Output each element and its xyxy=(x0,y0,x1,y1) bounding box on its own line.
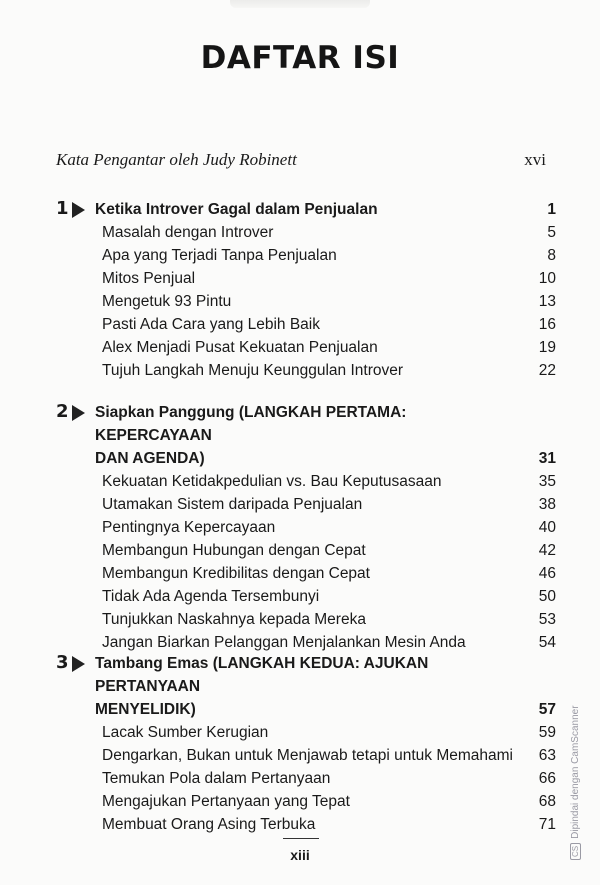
toc-entry xyxy=(102,585,556,608)
toc-entry xyxy=(102,813,556,836)
entry-page: 10 xyxy=(538,270,556,287)
toc-entry xyxy=(102,631,556,654)
entry-page: 35 xyxy=(538,473,556,490)
chapter-title xyxy=(95,198,516,221)
entry-page: 13 xyxy=(538,293,556,310)
toc-entry xyxy=(102,744,556,767)
footer-divider xyxy=(283,838,319,839)
chapter-page: 1 xyxy=(547,201,556,218)
chapter-title xyxy=(95,401,516,470)
entry-label: Mitos Penjual xyxy=(102,270,196,287)
entry-label: Alex Menjadi Pusat Kekuatan Penjualan xyxy=(102,339,378,356)
preface-page: xvi xyxy=(524,150,546,169)
chapter-heading xyxy=(56,652,556,721)
toc-entry xyxy=(102,539,556,562)
chapter-entries xyxy=(102,470,556,654)
previous-page-shadow xyxy=(230,0,370,8)
entry-page: 53 xyxy=(538,611,556,628)
entry-page: 19 xyxy=(538,339,556,356)
entry-label: Pasti Ada Cara yang Lebih Baik xyxy=(102,316,320,333)
chapter-3 xyxy=(56,652,556,836)
entry-page: 16 xyxy=(538,316,556,333)
toc-entry xyxy=(102,562,556,585)
toc-entry xyxy=(102,244,556,267)
entry-page: 38 xyxy=(538,496,556,513)
chapter-entries xyxy=(102,721,556,836)
toc-entry xyxy=(102,336,556,359)
entry-label: Membangun Hubungan dengan Cepat xyxy=(102,542,366,559)
entry-label: Apa yang Terjadi Tanpa Penjualan xyxy=(102,247,337,264)
toc-entry xyxy=(102,290,556,313)
entry-label: Mengetuk 93 Pintu xyxy=(102,293,232,310)
toc-entry xyxy=(102,221,556,244)
entry-page: 46 xyxy=(538,565,556,582)
entry-page: 71 xyxy=(538,816,556,833)
entry-label: Pentingnya Kepercayaan xyxy=(102,519,276,536)
entry-page: 68 xyxy=(538,793,556,810)
toc-entry xyxy=(102,767,556,790)
chapter-1 xyxy=(56,198,556,382)
toc-entry xyxy=(102,470,556,493)
chapter-title xyxy=(95,652,516,721)
chapter-page: 31 xyxy=(538,450,556,467)
entry-page: 22 xyxy=(538,362,556,379)
page-number: xiii xyxy=(290,847,310,863)
chapter-title-line: DAN AGENDA) xyxy=(95,450,205,467)
toc-entry xyxy=(102,516,556,539)
entry-label: Temukan Pola dalam Pertanyaan xyxy=(102,770,331,787)
entry-page: 66 xyxy=(538,770,556,787)
chapter-title-line: MENYELIDIK) xyxy=(95,701,196,718)
chapter-heading xyxy=(56,198,556,221)
entry-label: Jangan Biarkan Pelanggan Menjalankan Mesin Anda xyxy=(102,634,466,651)
toc-entry xyxy=(102,313,556,336)
entry-page: 63 xyxy=(538,747,556,764)
entry-label: Kekuatan Ketidakpedulian vs. Bau Keputusasaan xyxy=(102,473,442,490)
entry-page: 8 xyxy=(547,247,556,264)
scanner-watermark xyxy=(570,700,584,860)
entry-page: 50 xyxy=(538,588,556,605)
chapter-number: 1 xyxy=(56,198,69,219)
toc-entry xyxy=(102,790,556,813)
watermark-text: Dipindai dengan CamScanner xyxy=(570,705,581,839)
chapter-number: 3 xyxy=(56,652,69,673)
chapter-title-line: Siapkan Panggung (LANGKAH PERTAMA: KEPERCAYAAN xyxy=(95,404,407,444)
entry-label: Membuat Orang Asing Terbuka xyxy=(102,816,316,833)
chapter-number: 2 xyxy=(56,401,69,422)
camscanner-logo-icon: CS xyxy=(570,843,581,860)
entry-page: 54 xyxy=(538,634,556,651)
chapter-entries xyxy=(102,221,556,382)
triangle-arrow-icon xyxy=(72,202,85,218)
entry-label: Lacak Sumber Kerugian xyxy=(102,724,269,741)
chapter-title-line: Ketika Introver Gagal dalam Penjualan xyxy=(95,201,378,218)
toc-entry xyxy=(102,608,556,631)
chapter-heading xyxy=(56,401,556,470)
triangle-arrow-icon xyxy=(72,405,85,421)
toc-entry xyxy=(102,359,556,382)
entry-label: Membangun Kredibilitas dengan Cepat xyxy=(102,565,370,582)
entry-page: 40 xyxy=(538,519,556,536)
entry-label: Tidak Ada Agenda Tersembunyi xyxy=(102,588,320,605)
chapter-page: 57 xyxy=(538,701,556,718)
chapter-title-line: Tambang Emas (LANGKAH KEDUA: AJUKAN PERTANYAAN xyxy=(95,655,429,695)
chapter-2 xyxy=(56,401,556,654)
entry-label: Mengajukan Pertanyaan yang Tepat xyxy=(102,793,350,810)
entry-page: 59 xyxy=(538,724,556,741)
toc-entry xyxy=(102,267,556,290)
entry-label: Masalah dengan Introver xyxy=(102,224,274,241)
entry-label: Tunjukkan Naskahnya kepada Mereka xyxy=(102,611,366,628)
entry-label: Utamakan Sistem daripada Penjualan xyxy=(102,496,363,513)
entry-page: 5 xyxy=(547,224,556,241)
toc-entry xyxy=(102,721,556,744)
triangle-arrow-icon xyxy=(72,656,85,672)
entry-label: Tujuh Langkah Menuju Keunggulan Introver xyxy=(102,362,404,379)
entry-label: Dengarkan, Bukan untuk Menjawab tetapi untuk Memahami xyxy=(102,747,513,764)
preface-label: Kata Pengantar oleh Judy Robinett xyxy=(56,150,297,169)
toc-entry xyxy=(102,493,556,516)
entry-page: 42 xyxy=(538,542,556,559)
preface-entry xyxy=(56,150,546,170)
page-title: DAFTAR ISI xyxy=(200,40,400,76)
